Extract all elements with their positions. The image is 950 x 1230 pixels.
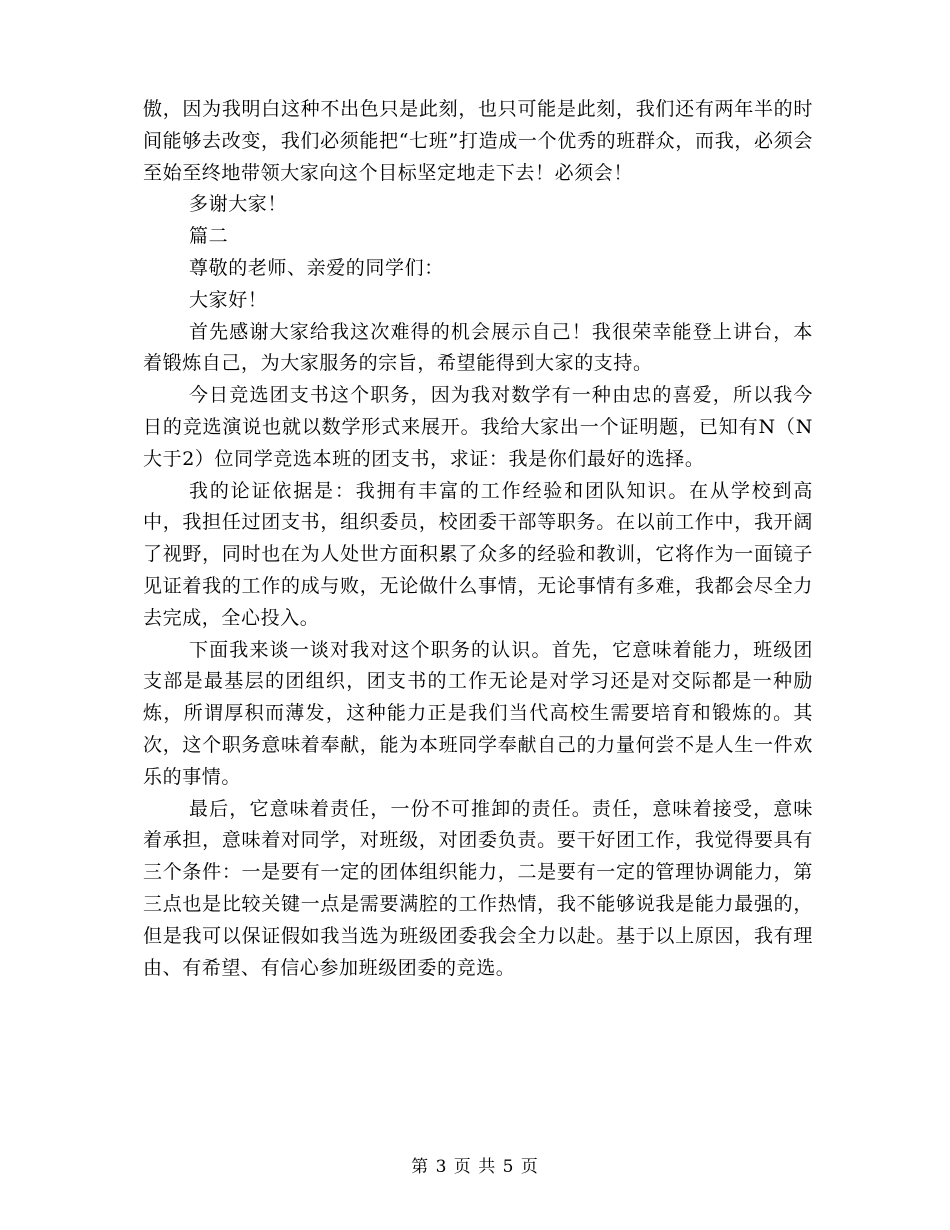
document-body [143,94,813,984]
greeting: 大家好！ [189,288,268,311]
section-heading: 篇二 [189,225,229,248]
paragraph: 最后，它意味着责任，一份不可推卸的责任。责任，意味着接受，意味着承担，意味着对同学，对班级，对团委负责。要干好团工作，我觉得要具有三个条件：一是要有一定的团体组织能力，二是要有一定的管理协调能力，第三点也是比较关键一点是需要满腔的工作热情，我不能够说我是能力最强的，但是我可以保证假如我当选为班级团委我会全力以赴。基于以上原因，我有理由、有希望、有信心参加班级团委的竞选。 [143,797,813,979]
salutation: 尊敬的老师、亲爱的同学们： [189,256,444,279]
paragraph: 多谢大家！ [189,193,288,216]
paragraph: 今日竞选团支书这个职务，因为我对数学有一种由忠的喜爱，所以我今日的竞选演说也就以数学形式来展开。我给大家出一个证明题，已知有N（N大于2）位同学竞选本班的团支书，求证：我是你们最好的选择。 [143,384,813,470]
paragraph: 下面我来谈一谈对我对这个职务的认识。首先，它意味着能力，班级团支部是最基层的团组织，团支书的工作无论是对学习还是对交际都是一种励炼，所谓厚积而薄发，这种能力正是我们当代高校生需要培育和锻炼的。其次，这个职务意味着奉献，能为本班同学奉献自己的力量何尝不是人生一件欢乐的事情。 [143,638,813,788]
paragraph: 首先感谢大家给我这次难得的机会展示自己！我很荣幸能登上讲台，本着锻炼自己，为大家服务的宗旨，希望能得到大家的支持。 [143,320,813,375]
paragraph: 傲，因为我明白这种不出色只是此刻，也只可能是此刻，我们还有两年半的时间能够去改变，我们必须能把“七班”打造成一个优秀的班群众，而我，必须会至始至终地带领大家向这个目标坚定地走下去！必须会！ [143,98,813,184]
page-number-footer: 第 3 页 共 5 页 [411,1157,539,1177]
paragraph: 我的论证依据是：我拥有丰富的工作经验和团队知识。在从学校到高中，我担任过团支书，组织委员，校团委干部等职务。在以前工作中，我开阔了视野，同时也在为人处世方面积累了众多的经验和教训，它将作为一面镜子见证着我的工作的成与败，无论做什么事情，无论事情有多难，我都会尽全力去完成，全心投入。 [143,479,813,629]
